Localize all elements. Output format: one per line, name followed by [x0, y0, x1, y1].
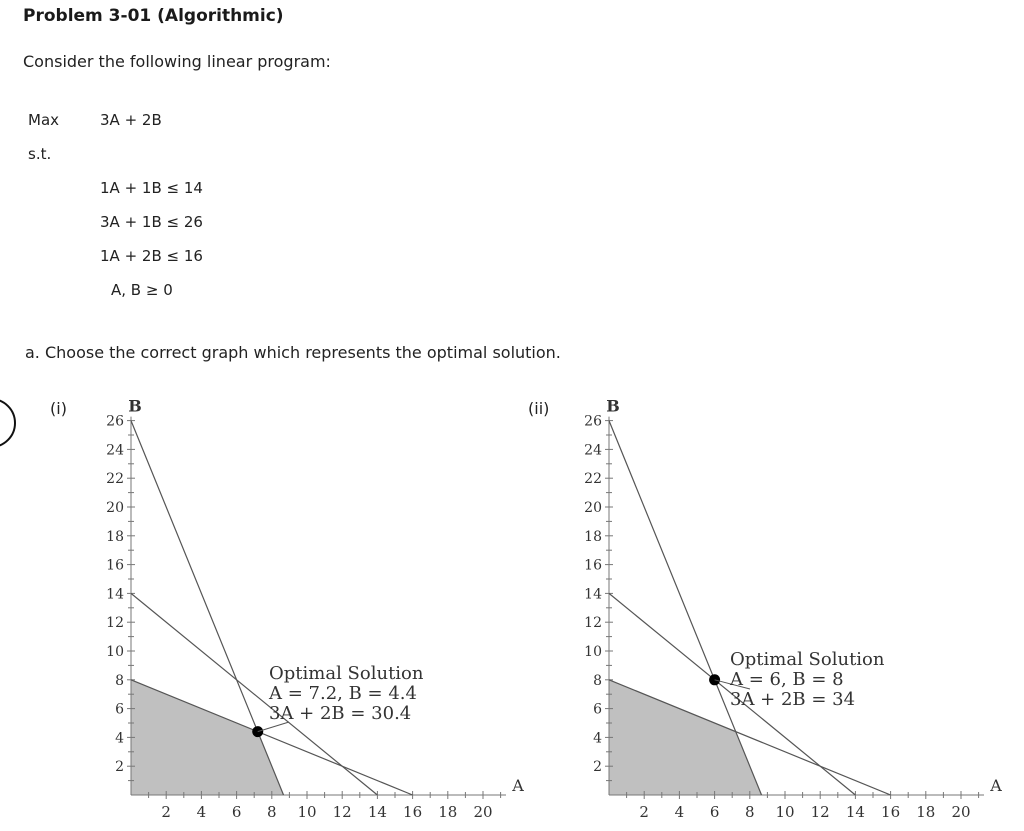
y-tick-label: 26 [584, 413, 602, 430]
y-tick-label: 6 [115, 701, 124, 718]
y-tick-label: 12 [106, 615, 124, 632]
y-tick-label: 16 [584, 557, 602, 574]
y-tick-label: 20 [106, 500, 124, 516]
constraint-2: 3A + 1B ≤ 26 [100, 213, 203, 231]
graph-option-i[interactable] [95, 388, 525, 828]
x-tick-label: 12 [332, 803, 352, 821]
x-tick-label: 16 [881, 803, 901, 821]
x-axis-label: A [990, 776, 1002, 795]
x-axis-label: A [512, 776, 524, 795]
x-tick-label: 8 [267, 803, 277, 821]
optimal-point [709, 674, 720, 685]
y-tick-label: 14 [584, 586, 602, 603]
y-tick-label: 6 [593, 701, 602, 718]
graph-option-ii[interactable] [573, 388, 1003, 828]
x-tick-label: 18 [916, 803, 936, 821]
optimal-annotation-line: A = 6, B = 8 [730, 669, 844, 690]
nonnegativity-constraint: A, B ≥ 0 [111, 281, 173, 299]
x-tick-label: 10 [297, 803, 317, 821]
y-tick-label: 26 [106, 413, 124, 430]
y-tick-label: 8 [593, 672, 602, 689]
x-tick-label: 18 [438, 803, 458, 821]
optimal-annotation-line: Optimal Solution [730, 649, 885, 670]
x-tick-label: 2 [161, 803, 171, 821]
x-tick-label: 14 [367, 803, 387, 821]
y-axis-label: B [606, 396, 620, 416]
y-tick-label: 2 [115, 759, 124, 776]
x-tick-label: 6 [709, 803, 720, 821]
y-tick-label: 18 [106, 528, 124, 545]
x-tick-label: 20 [951, 803, 971, 821]
y-tick-label: 2 [593, 759, 602, 776]
x-tick-label: 2 [639, 803, 649, 821]
st-label: s.t. [28, 145, 52, 163]
problem-intro: Consider the following linear program: [23, 52, 331, 71]
y-tick-label: 4 [115, 730, 124, 747]
y-tick-label: 8 [115, 672, 124, 689]
x-tick-label: 4 [674, 803, 685, 821]
y-tick-label: 10 [106, 644, 124, 660]
max-label: Max [28, 111, 60, 129]
question-a: a. Choose the correct graph which represents the optimal solution. [25, 343, 561, 362]
y-tick-label: 24 [584, 442, 602, 459]
option-i-label: (i) [50, 399, 67, 418]
x-tick-label: 10 [775, 803, 795, 821]
constraint-3: 1A + 2B ≤ 16 [100, 247, 203, 265]
x-tick-label: 14 [845, 803, 865, 821]
option-radio-button[interactable] [0, 398, 16, 448]
optimal-annotation-line: 3A + 2B = 30.4 [269, 703, 412, 724]
y-axis-label: B [128, 396, 142, 416]
y-tick-label: 20 [584, 500, 602, 516]
y-tick-label: 14 [106, 586, 124, 603]
y-tick-label: 18 [584, 528, 602, 545]
y-tick-label: 24 [106, 442, 124, 459]
x-tick-label: 20 [473, 803, 493, 821]
y-tick-label: 12 [584, 615, 602, 632]
optimal-annotation-line: 3A + 2B = 34 [730, 689, 856, 710]
x-tick-label: 4 [196, 803, 207, 821]
y-tick-label: 10 [584, 644, 602, 660]
x-tick-label: 8 [745, 803, 755, 821]
y-tick-label: 22 [584, 471, 602, 488]
constraint-1: 1A + 1B ≤ 14 [100, 179, 203, 197]
x-tick-label: 12 [810, 803, 830, 821]
objective-function: 3A + 2B [100, 111, 162, 129]
y-tick-label: 22 [106, 471, 124, 488]
problem-title: Problem 3-01 (Algorithmic) [23, 6, 284, 26]
optimal-annotation-line: A = 7.2, B = 4.4 [269, 683, 417, 704]
optimal-annotation-line: Optimal Solution [269, 663, 424, 684]
x-tick-label: 6 [231, 803, 242, 821]
y-tick-label: 4 [593, 730, 602, 747]
x-tick-label: 16 [403, 803, 423, 821]
option-ii-label: (ii) [528, 399, 550, 418]
y-tick-label: 16 [106, 557, 124, 574]
